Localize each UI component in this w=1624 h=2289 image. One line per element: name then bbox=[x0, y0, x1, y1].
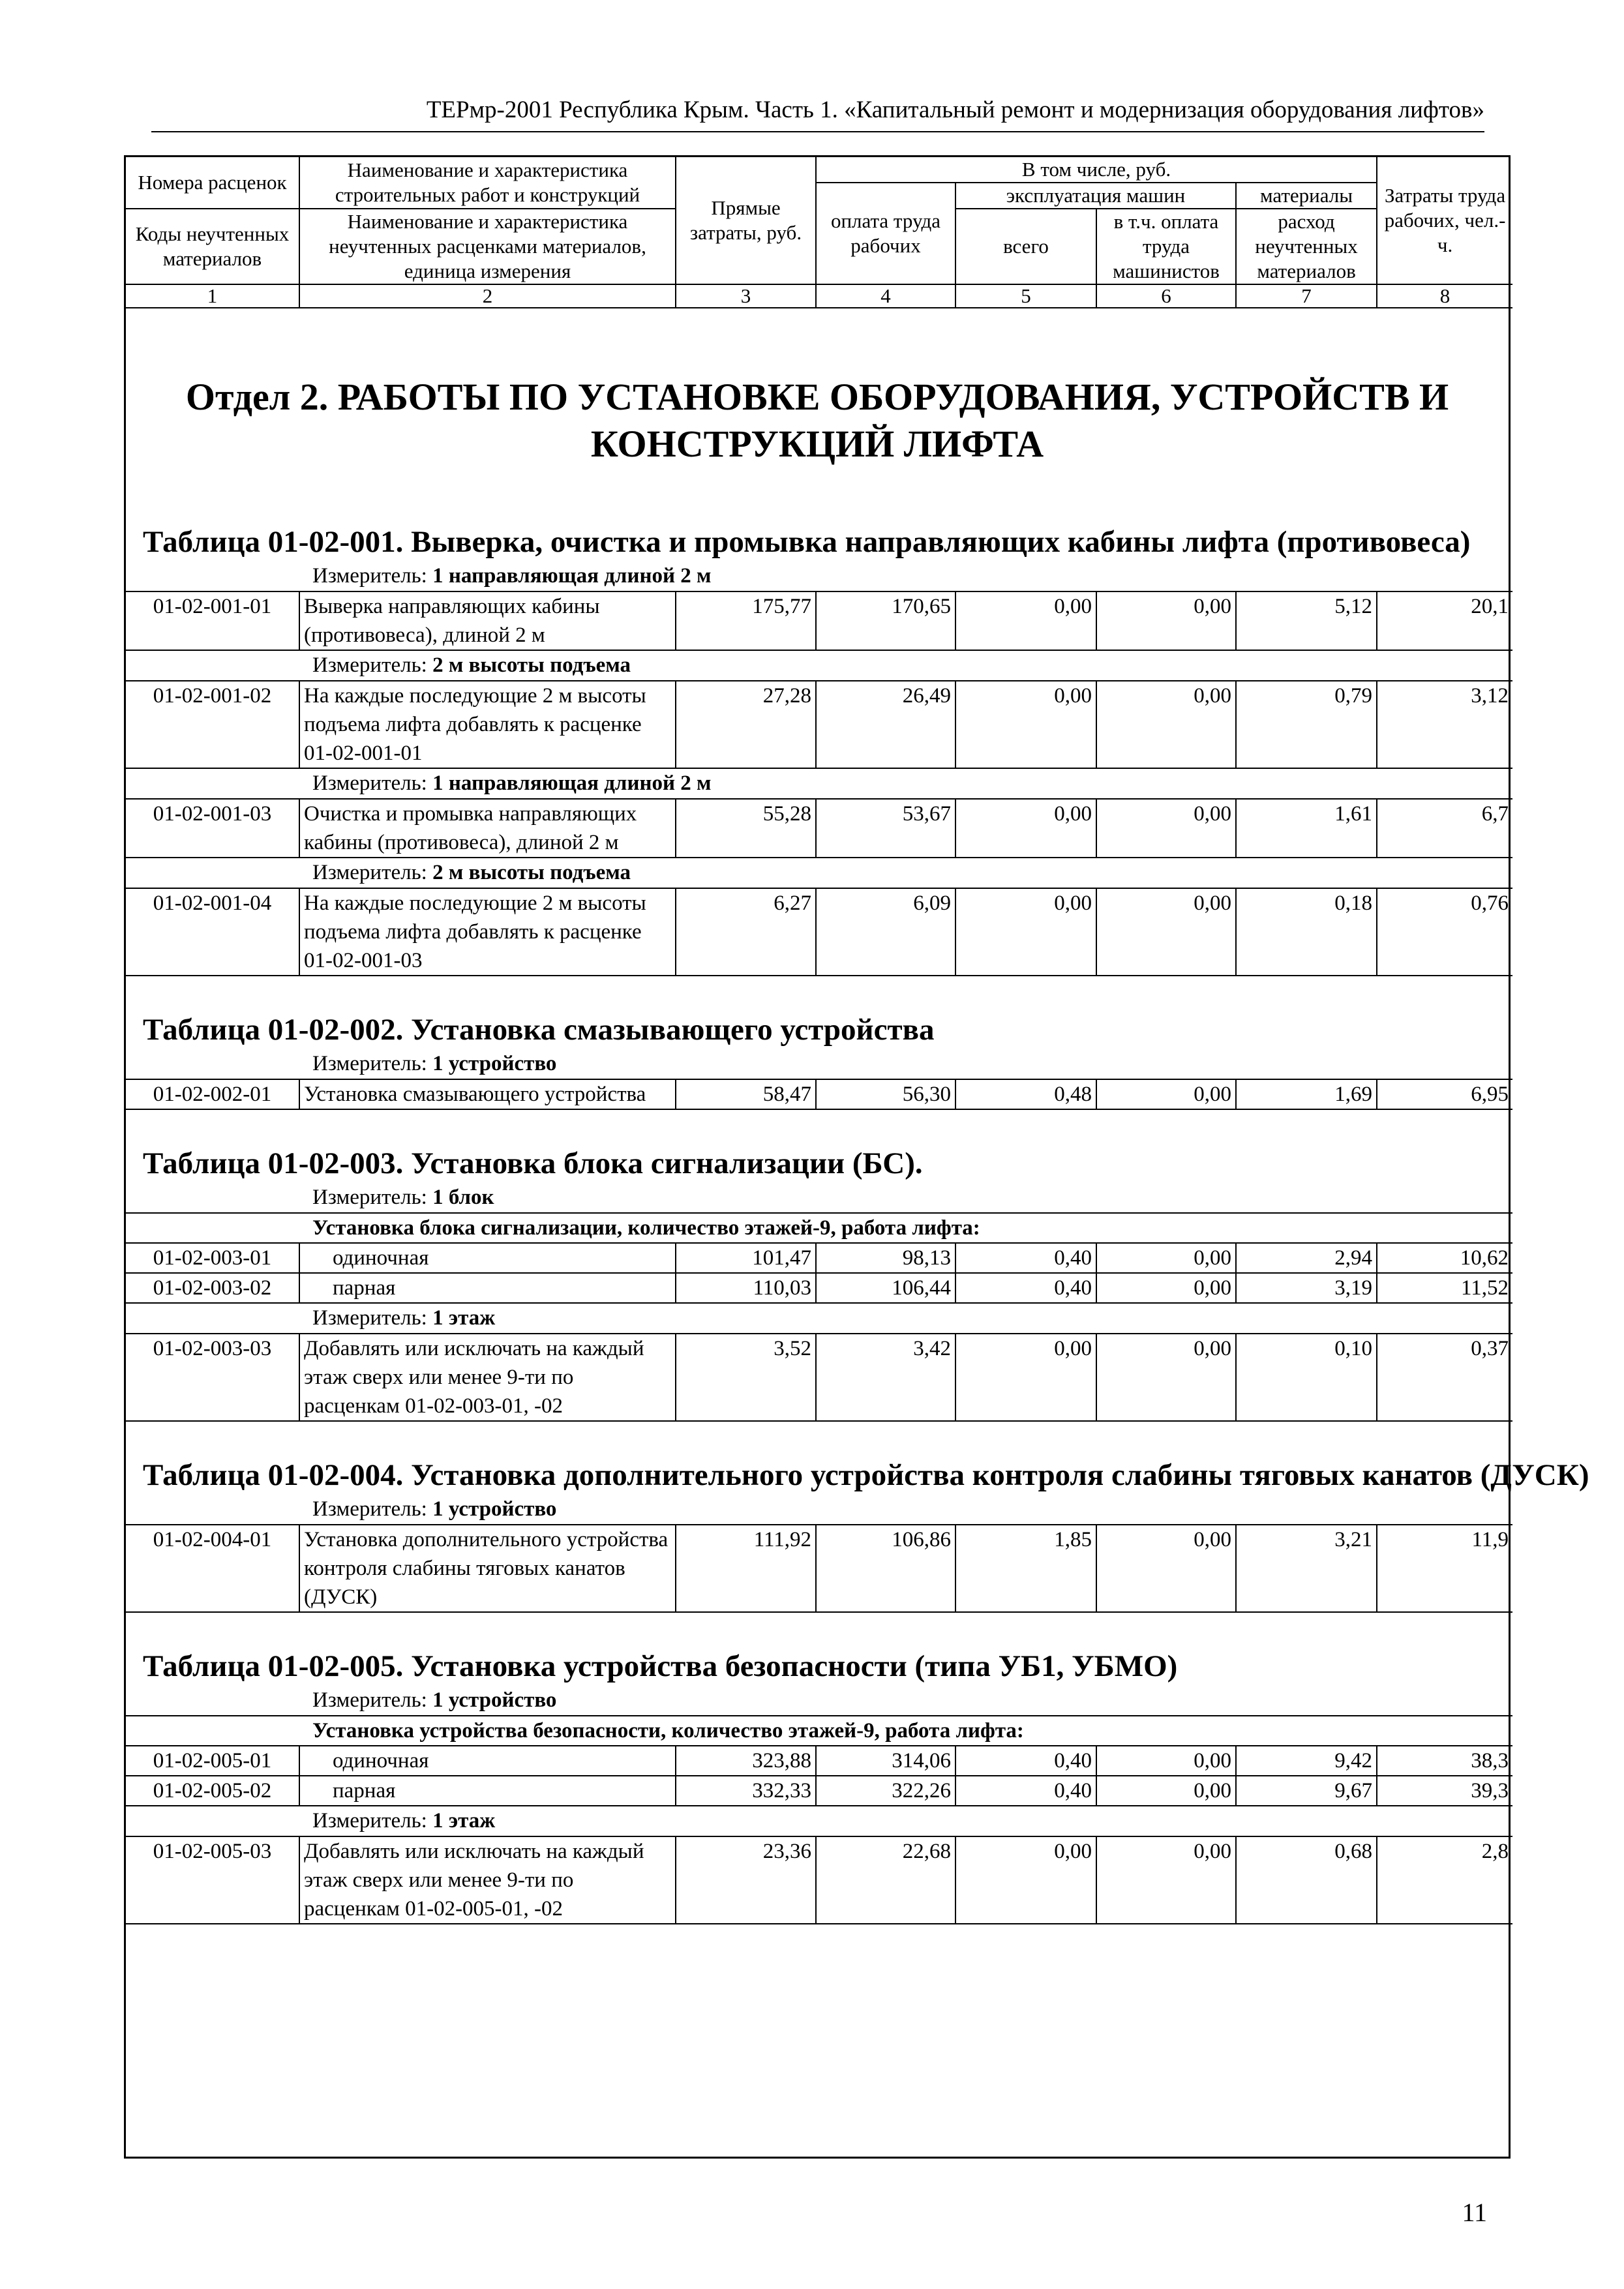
rate-table bbox=[126, 680, 1512, 769]
rate-table bbox=[126, 1524, 1512, 1613]
value-material-usage: 0,79 bbox=[1236, 681, 1377, 768]
measure-label: Измеритель: bbox=[312, 564, 427, 588]
table-row bbox=[126, 799, 1512, 858]
value-material-usage: 1,61 bbox=[1236, 799, 1377, 858]
rate-description: На каждые последующие 2 м высоты подъема лифта добавлять к расценке 01-02-001-01 bbox=[299, 681, 676, 768]
measure-unit: 1 этаж bbox=[432, 1306, 496, 1330]
value-labor-hours: 6,95 bbox=[1377, 1079, 1512, 1109]
header-machines: эксплуатация машин bbox=[955, 183, 1236, 209]
measure-line bbox=[126, 858, 1509, 888]
table-title: Таблица 01-02-002. Установка смазывающего устройства bbox=[143, 1013, 935, 1047]
value-direct-costs: 6,27 bbox=[676, 888, 816, 976]
value-worker-pay: 3,42 bbox=[816, 1334, 955, 1421]
value-labor-hours: 10,62 bbox=[1377, 1243, 1512, 1273]
rate-code: 01-02-005-02 bbox=[126, 1776, 299, 1806]
table-row bbox=[126, 681, 1512, 768]
header-work-name: Наименование и характеристика строительных работ и конструкций bbox=[299, 157, 676, 209]
value-material-usage: 9,42 bbox=[1236, 1746, 1377, 1776]
value-direct-costs: 55,28 bbox=[676, 799, 816, 858]
value-labor-hours: 2,8 bbox=[1377, 1836, 1512, 1924]
table-title: Таблица 01-02-003. Установка блока сигнализации (БС). bbox=[143, 1146, 923, 1180]
column-number: 4 bbox=[816, 284, 955, 308]
value-direct-costs: 175,77 bbox=[676, 591, 816, 650]
value-worker-pay: 6,09 bbox=[816, 888, 955, 976]
table-row bbox=[126, 888, 1512, 976]
measure-label: Измеритель: bbox=[312, 861, 427, 884]
table-row bbox=[126, 1776, 1512, 1806]
rate-code: 01-02-005-01 bbox=[126, 1746, 299, 1776]
value-worker-pay: 314,06 bbox=[816, 1746, 955, 1776]
rate-code: 01-02-001-03 bbox=[126, 799, 299, 858]
measure-line bbox=[126, 561, 1509, 591]
value-worker-pay: 170,65 bbox=[816, 591, 955, 650]
measure-line bbox=[126, 1049, 1509, 1079]
measure-label: Измеритель: bbox=[312, 1186, 427, 1209]
value-operator-pay: 0,00 bbox=[1096, 799, 1236, 858]
measure-line bbox=[126, 1304, 1509, 1333]
measure-unit: 1 направляющая длиной 2 м bbox=[432, 771, 712, 795]
column-number: 1 bbox=[126, 284, 299, 308]
value-machines-total: 1,85 bbox=[955, 1525, 1096, 1612]
value-worker-pay: 106,44 bbox=[816, 1273, 955, 1303]
value-machines-total: 0,00 bbox=[955, 799, 1096, 858]
value-worker-pay: 56,30 bbox=[816, 1079, 955, 1109]
rate-description: одиночная bbox=[299, 1746, 676, 1776]
table-row bbox=[126, 1746, 1512, 1776]
value-material-usage: 0,10 bbox=[1236, 1334, 1377, 1421]
rate-description: парная bbox=[299, 1273, 676, 1303]
table-row bbox=[126, 1525, 1512, 1612]
header-material-usage: расход неучтенных материалов bbox=[1236, 209, 1377, 284]
column-number: 8 bbox=[1377, 284, 1512, 308]
header-in-total: В том числе, руб. bbox=[816, 157, 1377, 183]
rate-table bbox=[126, 1079, 1512, 1110]
rate-description: Очистка и промывка направляющих кабины (противовеса), длиной 2 м bbox=[299, 799, 676, 858]
header-worker-pay: оплата труда рабочих bbox=[816, 183, 955, 284]
measure-label: Измеритель: bbox=[312, 771, 427, 795]
value-labor-hours: 20,1 bbox=[1377, 591, 1512, 650]
table-title: Таблица 01-02-001. Выверка, очистка и промывка направляющих кабины лифта (противовеса) bbox=[143, 525, 1471, 559]
value-operator-pay: 0,00 bbox=[1096, 1273, 1236, 1303]
measure-line bbox=[126, 769, 1509, 798]
rate-description: Установка смазывающего устройства bbox=[299, 1079, 676, 1109]
value-direct-costs: 111,92 bbox=[676, 1525, 816, 1612]
column-number: 6 bbox=[1096, 284, 1236, 308]
value-direct-costs: 101,47 bbox=[676, 1243, 816, 1273]
value-direct-costs: 23,36 bbox=[676, 1836, 816, 1924]
measure-unit: 1 блок bbox=[432, 1186, 494, 1209]
value-material-usage: 2,94 bbox=[1236, 1243, 1377, 1273]
value-worker-pay: 26,49 bbox=[816, 681, 955, 768]
value-worker-pay: 106,86 bbox=[816, 1525, 955, 1612]
value-machines-total: 0,48 bbox=[955, 1079, 1096, 1109]
value-operator-pay: 0,00 bbox=[1096, 1079, 1236, 1109]
column-number: 3 bbox=[676, 284, 816, 308]
measure-line bbox=[126, 1495, 1509, 1524]
rate-code: 01-02-001-04 bbox=[126, 888, 299, 976]
rate-description: одиночная bbox=[299, 1243, 676, 1273]
rate-table bbox=[126, 888, 1512, 976]
header-materials: материалы bbox=[1236, 183, 1377, 209]
measure-line bbox=[126, 1183, 1509, 1212]
table-row bbox=[126, 1836, 1512, 1924]
value-worker-pay: 322,26 bbox=[816, 1776, 955, 1806]
rate-table bbox=[126, 1212, 1512, 1304]
header-rate-numbers: Номера расценок bbox=[126, 157, 299, 209]
page-number: 11 bbox=[1462, 2198, 1487, 2227]
value-worker-pay: 98,13 bbox=[816, 1243, 955, 1273]
rate-code: 01-02-003-03 bbox=[126, 1334, 299, 1421]
group-heading: Установка устройства безопасности, количество этажей-9, работа лифта: bbox=[126, 1716, 1512, 1746]
measure-unit: 1 этаж bbox=[432, 1809, 496, 1833]
header-operator-pay: в т.ч. оплата труда машинистов bbox=[1096, 209, 1236, 284]
group-heading: Установка блока сигнализации, количество этажей-9, работа лифта: bbox=[126, 1213, 1512, 1243]
measure-label: Измеритель: bbox=[312, 653, 427, 677]
rate-code: 01-02-001-01 bbox=[126, 591, 299, 650]
value-machines-total: 0,00 bbox=[955, 1334, 1096, 1421]
value-machines-total: 0,00 bbox=[955, 591, 1096, 650]
rate-code: 01-02-005-03 bbox=[126, 1836, 299, 1924]
value-labor-hours: 11,52 bbox=[1377, 1273, 1512, 1303]
value-direct-costs: 332,33 bbox=[676, 1776, 816, 1806]
column-header-table bbox=[126, 157, 1512, 308]
value-labor-hours: 38,3 bbox=[1377, 1746, 1512, 1776]
header-direct-costs: Прямые затраты, руб. bbox=[676, 157, 816, 284]
rate-code: 01-02-003-02 bbox=[126, 1273, 299, 1303]
value-labor-hours: 11,9 bbox=[1377, 1525, 1512, 1612]
rate-description: Добавлять или исключать на каждый этаж сверх или менее 9-ти по расценкам 01-02-003-01, -02 bbox=[299, 1334, 676, 1421]
value-operator-pay: 0,00 bbox=[1096, 1836, 1236, 1924]
table-title: Таблица 01-02-004. Установка дополнительного устройства контроля слабины тяговых канатов (ДУСК) bbox=[143, 1458, 1589, 1492]
measure-unit: 2 м высоты подъема bbox=[432, 861, 631, 884]
measure-label: Измеритель: bbox=[312, 1497, 427, 1521]
rate-description: Добавлять или исключать на каждый этаж сверх или менее 9-ти по расценкам 01-02-005-01, -02 bbox=[299, 1836, 676, 1924]
value-material-usage: 9,67 bbox=[1236, 1776, 1377, 1806]
section-title: Отдел 2. РАБОТЫ ПО УСТАНОВКЕ ОБОРУДОВАНИЯ, УСТРОЙСТВ И КОНСТРУКЦИЙ ЛИФТА bbox=[185, 376, 1449, 465]
value-material-usage: 3,21 bbox=[1236, 1525, 1377, 1612]
rate-description: Выверка направляющих кабины (противовеса), длиной 2 м bbox=[299, 591, 676, 650]
table-row bbox=[126, 1273, 1512, 1303]
column-number: 5 bbox=[955, 284, 1096, 308]
value-labor-hours: 3,12 bbox=[1377, 681, 1512, 768]
table-title: Таблица 01-02-005. Установка устройства безопасности (типа УБ1, УБМО) bbox=[143, 1649, 1178, 1683]
measure-unit: 1 устройство bbox=[432, 1052, 557, 1075]
measure-unit: 1 устройство bbox=[432, 1497, 557, 1521]
value-machines-total: 0,00 bbox=[955, 888, 1096, 976]
rate-description: Установка дополнительного устройства контроля слабины тяговых канатов (ДУСК) bbox=[299, 1525, 676, 1612]
value-labor-hours: 39,3 bbox=[1377, 1776, 1512, 1806]
value-machines-total: 0,00 bbox=[955, 681, 1096, 768]
header-material-names: Наименование и характеристика неучтенных расценками материалов, единица измерения bbox=[299, 209, 676, 284]
measure-unit: 1 устройство bbox=[432, 1688, 557, 1712]
value-material-usage: 3,19 bbox=[1236, 1273, 1377, 1303]
measure-line bbox=[126, 651, 1509, 680]
value-machines-total: 0,00 bbox=[955, 1836, 1096, 1924]
measure-unit: 1 направляющая длиной 2 м bbox=[432, 564, 712, 588]
value-operator-pay: 0,00 bbox=[1096, 1334, 1236, 1421]
value-worker-pay: 22,68 bbox=[816, 1836, 955, 1924]
value-material-usage: 0,68 bbox=[1236, 1836, 1377, 1924]
column-number: 2 bbox=[299, 284, 676, 308]
table-row bbox=[126, 1334, 1512, 1421]
table-row bbox=[126, 591, 1512, 650]
header-machines-total: всего bbox=[955, 209, 1096, 284]
value-operator-pay: 0,00 bbox=[1096, 1776, 1236, 1806]
document-frame bbox=[124, 155, 1589, 2159]
measure-line bbox=[126, 1806, 1509, 1836]
value-material-usage: 0,18 bbox=[1236, 888, 1377, 976]
value-operator-pay: 0,00 bbox=[1096, 591, 1236, 650]
rate-tables bbox=[126, 468, 1589, 1924]
value-direct-costs: 58,47 bbox=[676, 1079, 816, 1109]
value-operator-pay: 0,00 bbox=[1096, 681, 1236, 768]
measure-line bbox=[126, 1686, 1509, 1715]
value-operator-pay: 0,00 bbox=[1096, 1525, 1236, 1612]
value-machines-total: 0,40 bbox=[955, 1746, 1096, 1776]
header-labor-hours: Затраты труда рабочих, чел.-ч. bbox=[1377, 157, 1512, 284]
value-labor-hours: 0,76 bbox=[1377, 888, 1512, 976]
value-material-usage: 5,12 bbox=[1236, 591, 1377, 650]
measure-label: Измеритель: bbox=[312, 1306, 427, 1330]
rate-table bbox=[126, 1333, 1512, 1422]
header-material-codes: Коды неучтенных материалов bbox=[126, 209, 299, 284]
rate-table bbox=[126, 591, 1512, 651]
value-machines-total: 0,40 bbox=[955, 1243, 1096, 1273]
value-labor-hours: 0,37 bbox=[1377, 1334, 1512, 1421]
measure-label: Измеритель: bbox=[312, 1052, 427, 1075]
measure-label: Измеритель: bbox=[312, 1809, 427, 1833]
column-number: 7 bbox=[1236, 284, 1377, 308]
value-operator-pay: 0,00 bbox=[1096, 888, 1236, 976]
rate-table bbox=[126, 1715, 1512, 1806]
table-row bbox=[126, 1079, 1512, 1109]
value-direct-costs: 27,28 bbox=[676, 681, 816, 768]
measure-label: Измеритель: bbox=[312, 1688, 427, 1712]
value-machines-total: 0,40 bbox=[955, 1776, 1096, 1806]
value-labor-hours: 6,7 bbox=[1377, 799, 1512, 858]
value-operator-pay: 0,00 bbox=[1096, 1746, 1236, 1776]
rate-description: парная bbox=[299, 1776, 676, 1806]
rate-table bbox=[126, 798, 1512, 858]
running-header: ТЕРмр-2001 Республика Крым. Часть 1. «Капитальный ремонт и модернизация оборудования лифтов» bbox=[151, 93, 1484, 132]
rate-table bbox=[126, 1836, 1512, 1924]
value-direct-costs: 110,03 bbox=[676, 1273, 816, 1303]
rate-description: На каждые последующие 2 м высоты подъема лифта добавлять к расценке 01-02-001-03 bbox=[299, 888, 676, 976]
rate-code: 01-02-001-02 bbox=[126, 681, 299, 768]
value-worker-pay: 53,67 bbox=[816, 799, 955, 858]
value-direct-costs: 3,52 bbox=[676, 1334, 816, 1421]
value-operator-pay: 0,00 bbox=[1096, 1243, 1236, 1273]
measure-unit: 2 м высоты подъема bbox=[432, 653, 631, 677]
rate-code: 01-02-004-01 bbox=[126, 1525, 299, 1612]
rate-code: 01-02-003-01 bbox=[126, 1243, 299, 1273]
value-material-usage: 1,69 bbox=[1236, 1079, 1377, 1109]
table-row bbox=[126, 1243, 1512, 1273]
value-direct-costs: 323,88 bbox=[676, 1746, 816, 1776]
value-machines-total: 0,40 bbox=[955, 1273, 1096, 1303]
rate-code: 01-02-002-01 bbox=[126, 1079, 299, 1109]
